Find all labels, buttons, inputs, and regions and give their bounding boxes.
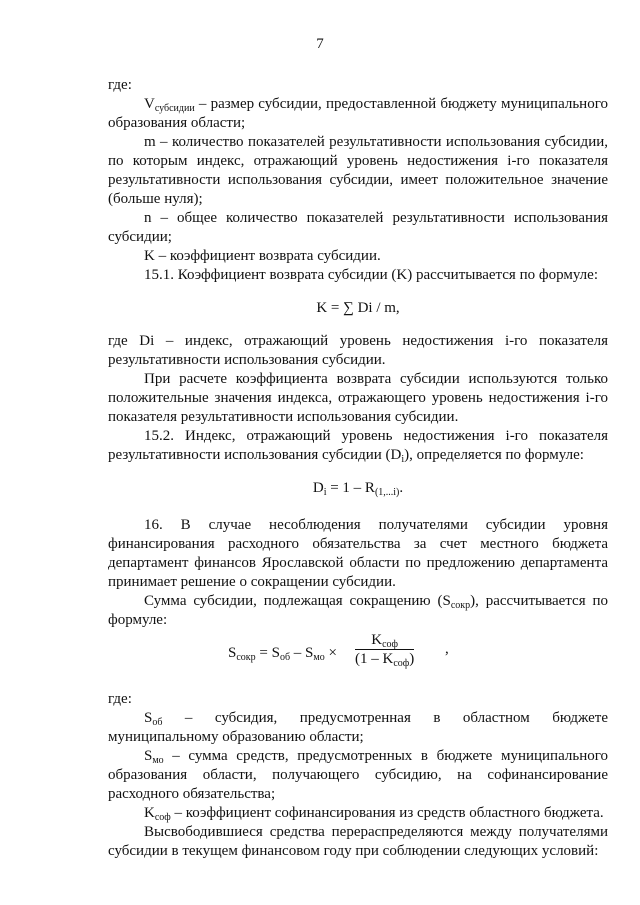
formula-di: $D_i = 1 - R_{(1,...i)}$.: [312, 480, 404, 498]
where-label-2: где:: [108, 691, 132, 707]
definition-k-sof: $K_{соф}$ – коэффициент софинансирования из средств областного бюджета.: [144, 805, 604, 823]
definition-di: где Di – индекс, отражающий уровень недостижения i-го показателя результативности использования субсидии.: [108, 333, 608, 368]
paragraph-positive-values: При расчете коэффициента возврата субсидии используются только положительные значения индекса, отражающего уровень недостижения i-го показателя результативности использования субсидии.: [108, 371, 608, 425]
formula-k: K = ∑ Di / m,: [316, 300, 400, 316]
document-body: [108, 76, 608, 861]
fraction-denominator: $(1 - K_{соф})$: [355, 651, 415, 669]
paragraph-15-2: 15.2. Индекс, отражающий уровень недостижения i-го показателя результативности использования субсидии $(D_i)$, определяется по формуле:: [108, 428, 608, 465]
definition-n: n – общее количество показателей результативности использования субсидии;: [108, 210, 608, 245]
definition-k: K – коэффициент возврата субсидии.: [144, 248, 381, 264]
where-label: где:: [108, 77, 132, 93]
fraction-numerator: $K_{соф}$: [355, 632, 414, 650]
paragraph-reduction-sum: Сумма субсидии, подлежащая сокращению $(S_{сокр})$, рассчитывается по формуле:: [108, 593, 608, 628]
formula-comma: ,: [445, 641, 449, 657]
paragraph-redistribution: Высвободившиеся средства перераспределяются между получателями субсидии в текущем финансовом году при соблюдении следующих условий:: [108, 824, 608, 859]
formula-s-lhs: $S_{сокр} = S_{об} - S_{мо}$ ×: [228, 645, 337, 663]
formula-fraction: [355, 632, 414, 669]
paragraph-15-1: 15.1. Коэффициент возврата субсидии (K) рассчитывается по формуле:: [144, 267, 598, 283]
formula-s-reduction: [108, 630, 608, 676]
definition-m: m – количество показателей результативности использования субсидии, по которым индекс, отражающий уровень недостижения i-го показателя результативности использования субсидии, имеет положительное значение (больше нуля);: [108, 134, 608, 207]
definition-s-ob: $S_{об}$ – субсидия, предусмотренная в областном бюджете муниципальному образованию области;: [108, 710, 608, 745]
page-number: 7: [316, 36, 324, 52]
definition-v-subsidy: $V_{субсидии}$ – размер субсидии, предоставленной бюджету муниципального образования области;: [108, 96, 608, 131]
definition-s-mo: $S_{мо}$ – сумма средств, предусмотренных в бюджете муниципального образования области, получающего субсидию, на софинансирование расходного обязательства;: [108, 748, 608, 802]
paragraph-16: 16. В случае несоблюдения получателями субсидии уровня финансирования расходного обязательства за счет местного бюджета департамент финансов Ярославской области по предложению департамента принимает решение о сокращении субсидии.: [108, 517, 608, 590]
